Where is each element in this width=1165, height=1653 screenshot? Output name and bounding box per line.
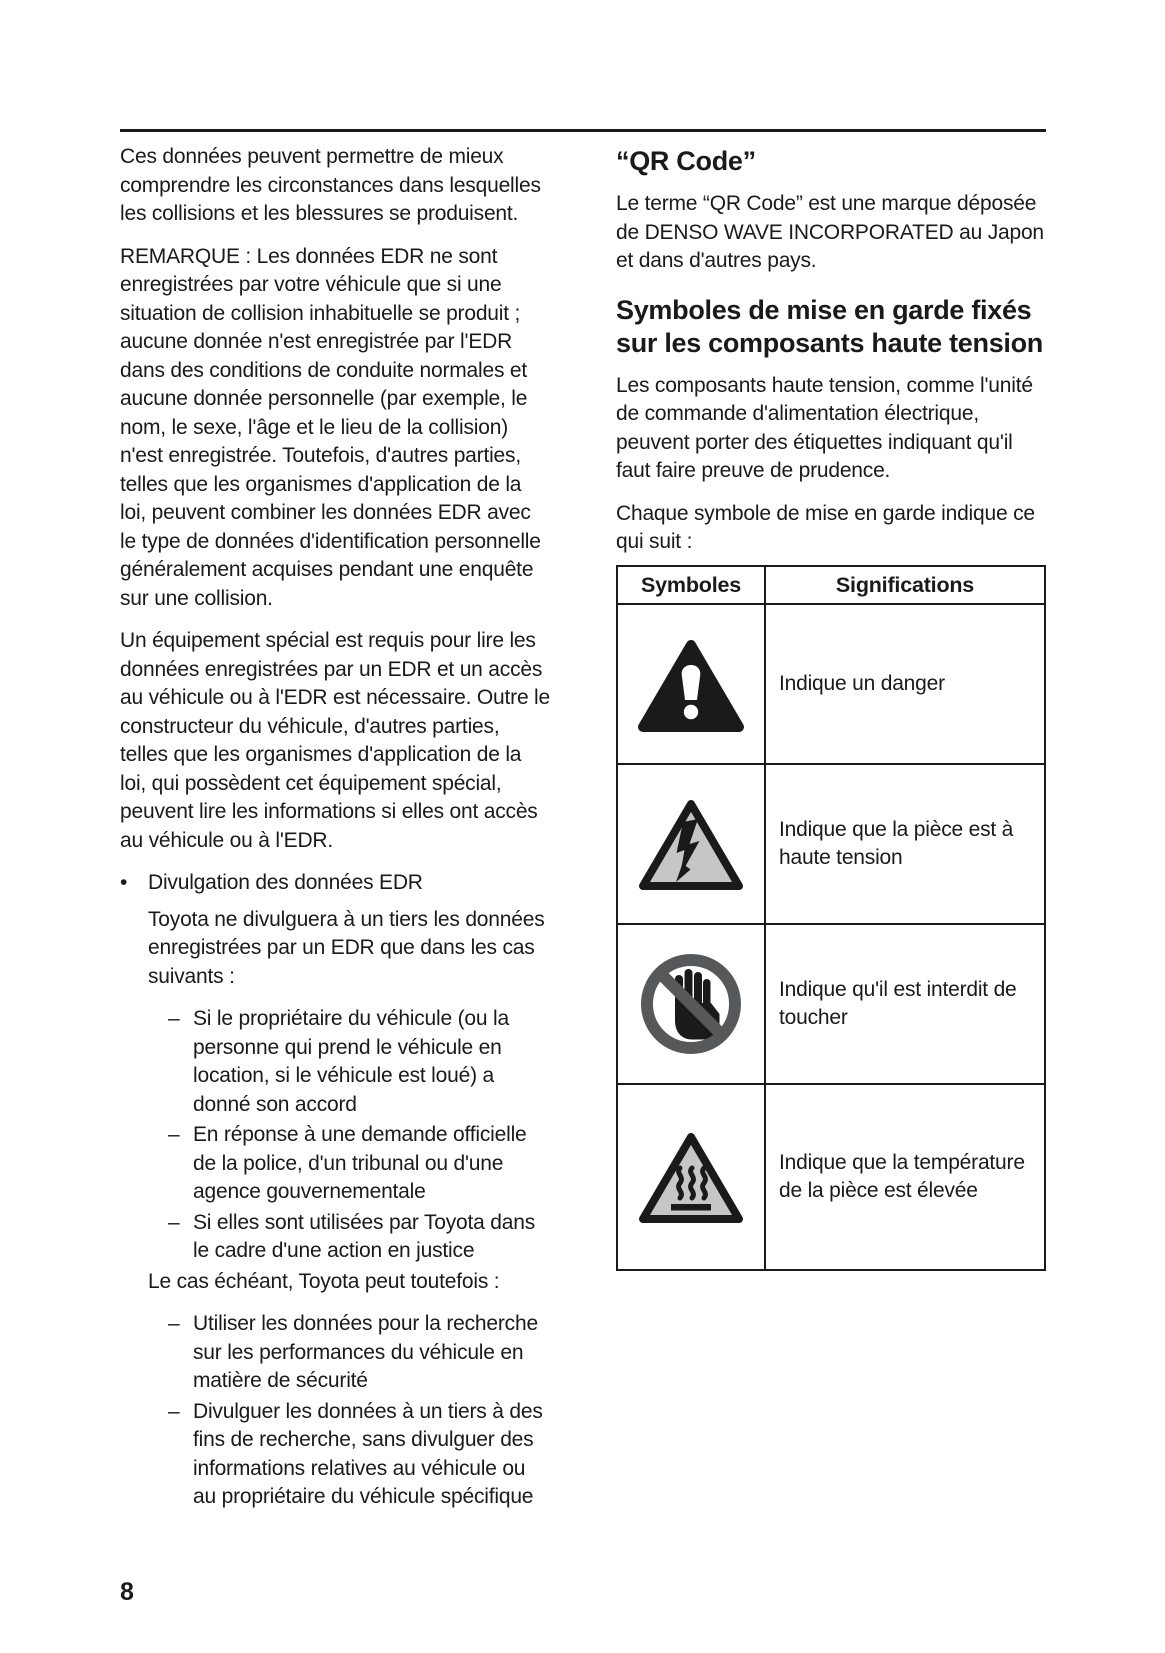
list-item-text: Utiliser les données pour la recherche sur les performances du véhicule en matière de sécurité [193, 1312, 538, 1392]
list-item-legal-action [120, 1209, 550, 1266]
list-item-official-request [120, 1121, 550, 1207]
paragraph-edr-remark: REMARQUE : Les données EDR ne sont enregistrées par votre véhicule que si une situation de collision inhabituelle se produit ; aucune donnée n'est enregistrée par l'EDR dans des conditions de conduite normales et aucune donnée personnelle (par exemple, le nom, le sexe, l'âge et le lieu de la collision) n'est enregistrée. Toutefois, d'autres parties, telles que les organismes d'application de la loi, peuvent combiner les données EDR avec le type de données d'identification personnelle généralement acquises pendant une enquête sur une collision. [120, 244, 541, 610]
table-row-no-touch [617, 924, 1045, 1084]
dash-icon: – [168, 1312, 180, 1335]
list-item-text: Divulguer les données à un tiers à des fins de recherche, sans divulguer des informations relatives au véhicule ou au propriétaire du véhicule spécifique [193, 1399, 543, 1508]
list-item-text: En réponse à une demande officielle de la police, d'un tribunal ou d'une agence gouvernementale [193, 1123, 527, 1203]
dash-icon: – [168, 1123, 180, 1146]
paragraph-qr-trademark: Le terme “QR Code” est une marque déposée de DENSO WAVE INCORPORATED au Japon et dans d'autres pays. [616, 192, 1044, 272]
list-item-research-use [120, 1310, 550, 1396]
warning-symbols-table [616, 565, 1046, 1272]
danger-warning-icon [618, 634, 764, 735]
meaning-danger: Indique un danger [765, 604, 1045, 764]
dash-icon: – [168, 1399, 180, 1423]
meaning-high-voltage: Indique que la pièce est à haute tension [765, 764, 1045, 924]
qr-code-heading: “QR Code” [616, 146, 756, 176]
paragraph-hv-components: Les composants haute tension, comme l'unité de commande d'alimentation électrique, peuvent porter des étiquettes indiquant qu'il faut faire preuve de prudence. [616, 373, 1033, 482]
column-header-symbols: Symboles [617, 566, 765, 605]
paragraph-symbols-intro: Chaque symbole de mise en garde indique ce qui suit : [616, 501, 1035, 553]
table-header-row [617, 566, 1045, 605]
meaning-hot-surface: Indique que la température de la pièce est élevée [765, 1084, 1045, 1270]
hot-surface-icon [618, 1128, 764, 1226]
edr-disclosure-title: Divulgation des données EDR [148, 871, 423, 894]
table-row-high-voltage [617, 764, 1045, 924]
no-touch-icon [618, 951, 764, 1057]
meaning-no-touch: Indique qu'il est interdit de toucher [765, 924, 1045, 1084]
dash-icon: – [168, 1210, 180, 1234]
dash-icon: – [168, 1007, 180, 1030]
paragraph-edr-purpose: Ces données peuvent permettre de mieux comprendre les circonstances dans lesquelles les collisions et les blessures se produisent. [120, 145, 541, 225]
warning-symbols-heading: Symboles de mise en garde fixés sur les composants haute tension [616, 294, 1044, 358]
table-row-hot-surface [617, 1084, 1045, 1270]
edr-disclosure-bullet [120, 869, 550, 898]
column-header-meanings: Significations [765, 566, 1045, 605]
page-top-rule [120, 129, 1046, 132]
page-number: 8 [120, 1578, 134, 1606]
list-item-text: Si elles sont utilisées par Toyota dans le cadre d'une action en justice [193, 1210, 536, 1262]
edr-however-intro: Le cas échéant, Toyota peut toutefois : [148, 1269, 500, 1293]
list-item-third-party-disclosure [120, 1398, 550, 1512]
bullet-icon: • [120, 871, 128, 894]
high-voltage-icon [618, 795, 764, 893]
page-body [120, 143, 1046, 1514]
list-item-owner-consent [120, 1005, 550, 1119]
left-column [120, 143, 550, 1514]
edr-disclosure-intro: Toyota ne divulguera à un tiers les données enregistrées par un EDR que dans les cas suivants : [148, 907, 545, 988]
table-row-danger [617, 604, 1045, 764]
paragraph-edr-equipment: Un équipement spécial est requis pour lire les données enregistrées par un EDR et un accès au véhicule ou à l'EDR est nécessaire. Outre le constructeur du véhicule, d'autres parties, telles que les organismes d'application de la loi, qui possèdent cet équipement spécial, peuvent lire les informations si elles ont accès au véhicule ou à l'EDR. [120, 629, 551, 852]
list-item-text: Si le propriétaire du véhicule (ou la personne qui prend le véhicule en location, si le véhicule est loué) a donné son accord [193, 1007, 509, 1116]
right-column [616, 143, 1046, 1271]
